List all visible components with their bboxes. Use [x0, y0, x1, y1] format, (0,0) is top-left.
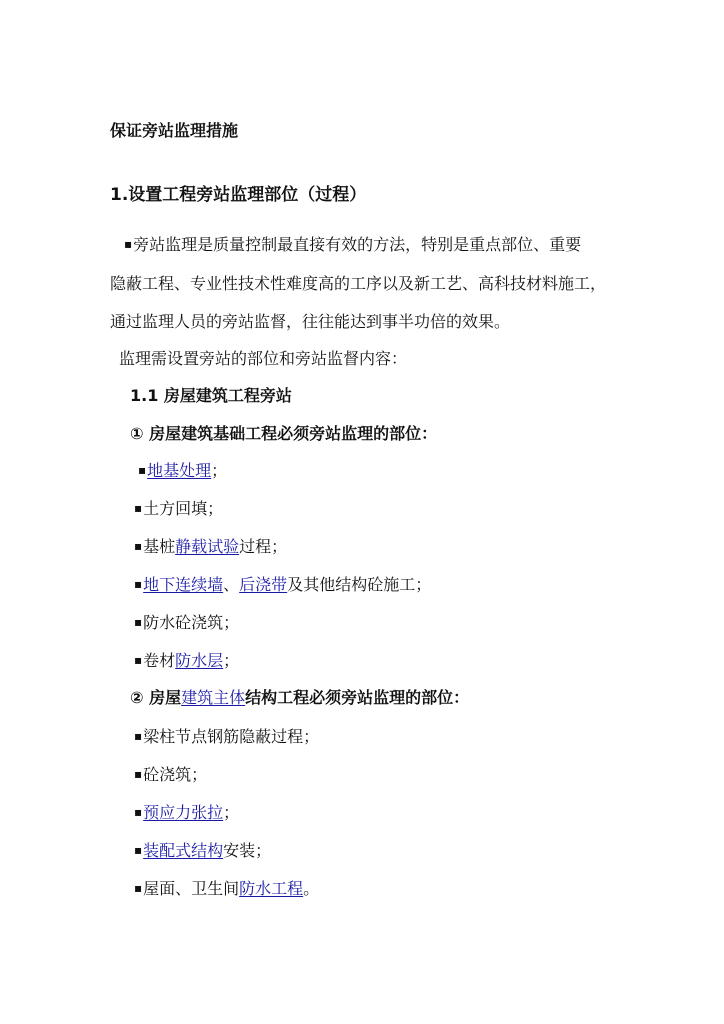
bullet-icon: ▪	[134, 539, 143, 553]
paragraph-line-1	[124, 234, 581, 257]
link-prestress-tensioning[interactable]: 预应力张拉	[143, 803, 224, 822]
bullet-icon: ▪	[138, 463, 147, 477]
part2-heading	[130, 687, 469, 709]
bullet-icon: ▪	[134, 805, 143, 819]
link-diaphragm-wall[interactable]: 地下连续墙	[143, 575, 224, 594]
list-item	[134, 574, 431, 597]
paragraph-line-3: 通过监理人员的旁站监督，往往能达到事半功倍的效果。	[110, 312, 511, 331]
list-item-text: 梁柱节点钢筋隐蔽过程；	[143, 727, 320, 746]
list-item	[134, 802, 239, 825]
bullet-icon: ▪	[134, 615, 143, 629]
list-item-text: 过程；	[239, 537, 288, 556]
list-item	[134, 726, 319, 749]
document-title: 保证旁站监理措施	[110, 121, 239, 140]
link-waterproofing-works[interactable]: 防水工程	[239, 879, 304, 898]
intro-text: 监理需设置旁站的部位和旁站监督内容：	[119, 349, 408, 368]
link-prefabricated-structure[interactable]: 装配式结构	[143, 841, 224, 860]
list-item	[134, 498, 223, 521]
list-item	[134, 840, 271, 863]
list-item-text: 基桩	[143, 537, 176, 556]
list-item-text: 屋面、卫生间	[143, 879, 240, 898]
list-item-text: ；	[223, 651, 240, 670]
paragraph-text: 旁站监理是质量控制最直接有效的方法，特别是重点部位、重要	[133, 235, 582, 254]
list-item-text: 防水砼浇筑；	[143, 613, 240, 632]
list-item	[134, 764, 207, 787]
list-item	[134, 878, 319, 901]
list-item-text: ；	[223, 803, 240, 822]
list-item	[134, 536, 287, 559]
bullet-icon: ▪	[134, 843, 143, 857]
list-item	[134, 650, 239, 673]
link-waterproof-layer[interactable]: 防水层	[175, 651, 224, 670]
part1-heading: ① 房屋建筑基础工程必须旁站监理的部位：	[130, 424, 438, 443]
paragraph-line-2: 隐蔽工程、专业性技术性难度高的工序以及新工艺、高科技材料施工，	[110, 274, 607, 293]
link-building-main-structure[interactable]: 建筑主体	[181, 688, 246, 707]
list-item-text: 砼浇筑；	[143, 765, 208, 784]
bullet-icon: ▪	[134, 501, 143, 515]
section-heading-1: 1.设置工程旁站监理部位（过程）	[110, 185, 367, 205]
subsection-heading-1-1: 1.1 房屋建筑工程旁站	[130, 386, 292, 405]
list-item-text: 及其他结构砼施工；	[287, 575, 432, 594]
bullet-icon: ▪	[134, 577, 143, 591]
link-foundation-treatment[interactable]: 地基处理	[147, 461, 212, 480]
link-static-load-test[interactable]: 静载试验	[175, 537, 240, 556]
list-item-text: 、	[223, 575, 240, 594]
list-item-text: 安装；	[223, 841, 272, 860]
list-item	[138, 460, 227, 483]
part2-heading-text: 结构工程必须旁站监理的部位：	[245, 688, 470, 707]
link-post-cast-strip[interactable]: 后浇带	[239, 575, 288, 594]
list-item-text: 。	[303, 879, 320, 898]
list-item-text: 卷材	[143, 651, 176, 670]
list-item-text: 土方回填；	[143, 499, 224, 518]
part2-heading-text: ② 房屋	[130, 688, 182, 707]
bullet-icon: ▪	[134, 881, 143, 895]
bullet-icon: ▪	[124, 237, 133, 251]
list-item	[134, 612, 239, 635]
bullet-icon: ▪	[134, 767, 143, 781]
bullet-icon: ▪	[134, 653, 143, 667]
list-item-text: ；	[211, 461, 228, 480]
bullet-icon: ▪	[134, 729, 143, 743]
